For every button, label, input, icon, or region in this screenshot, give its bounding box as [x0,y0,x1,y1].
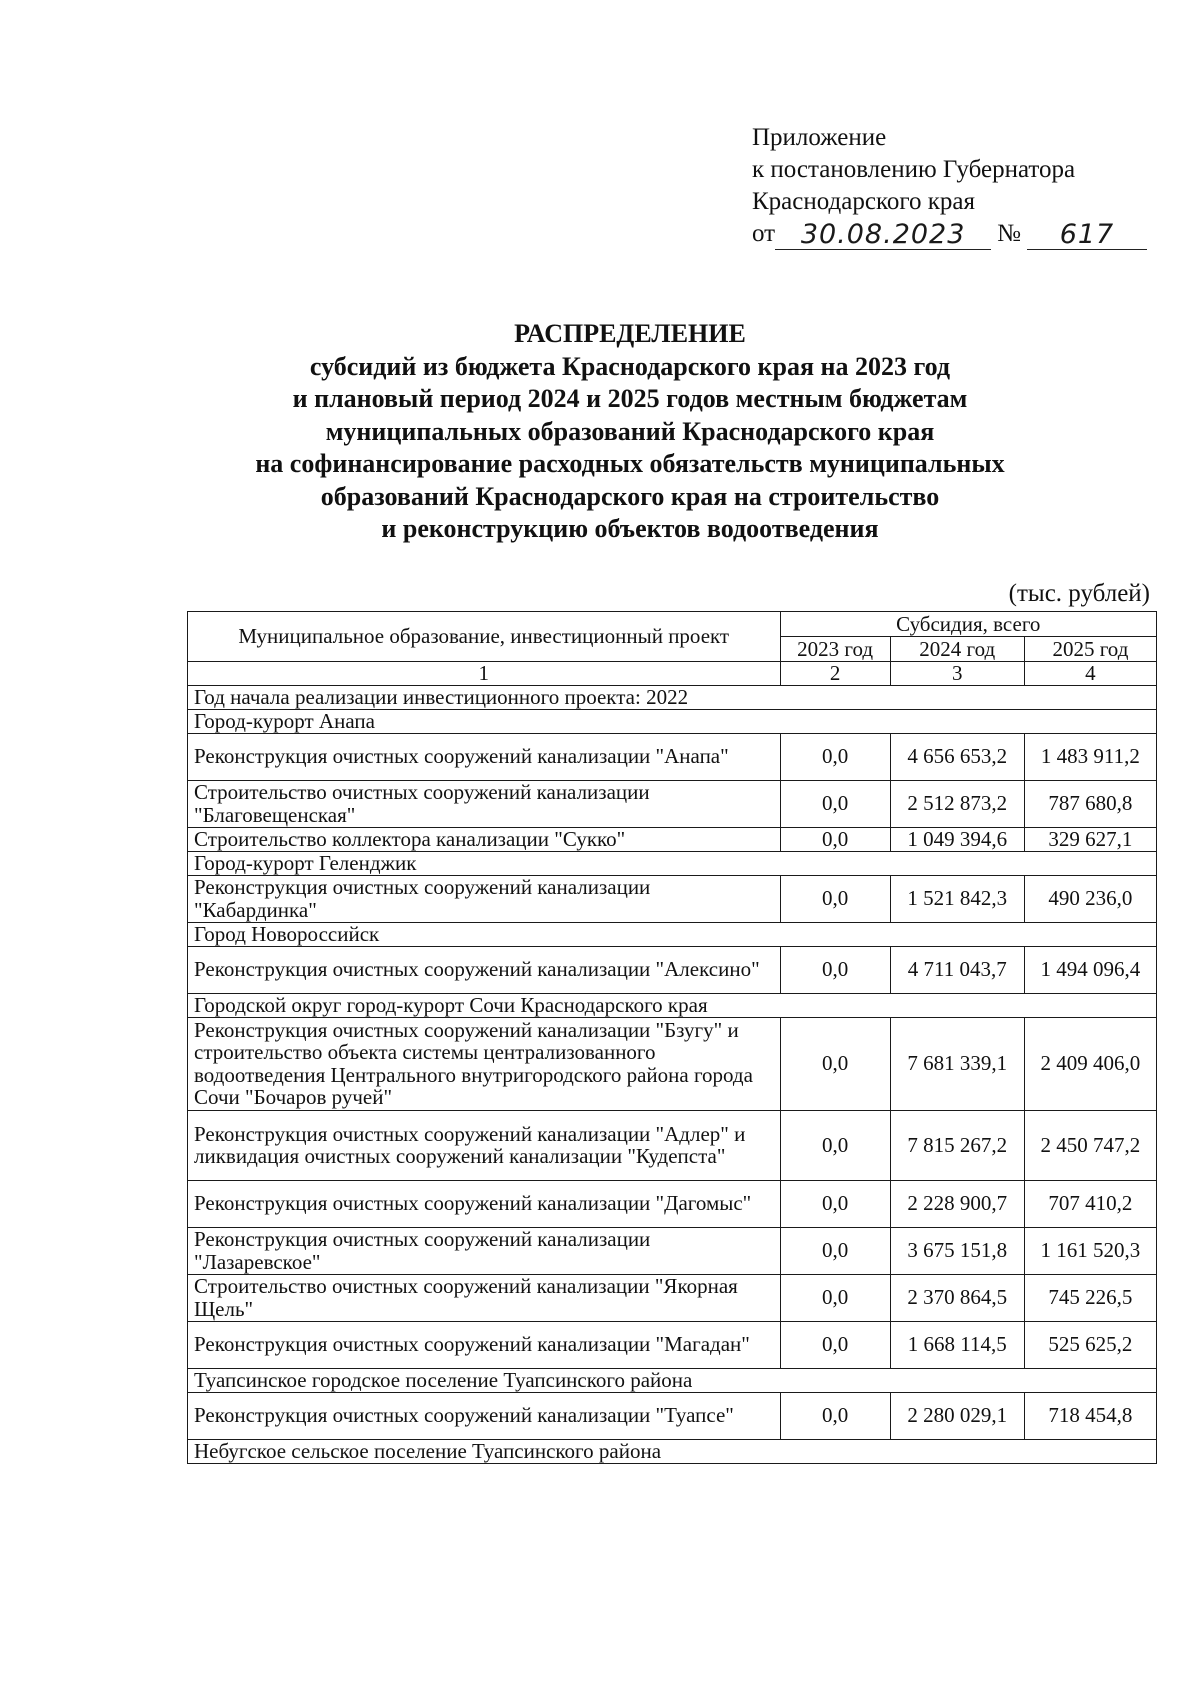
table-body [188,685,1157,1463]
project-name: Строительство коллектора канализации "Сукко" [188,827,781,851]
decree-number: 617 [1027,221,1147,250]
project-name: Реконструкция очистных сооружений канализации "Анапа" [188,733,781,780]
value-2023: 0,0 [780,1321,890,1368]
project-name: Реконструкция очистных сооружений канализации "Алексино" [188,946,781,993]
project-name: Реконструкция очистных сооружений канализации "Адлер" и ликвидация очистных сооружений канализации "Кудепста" [188,1110,781,1180]
value-2023: 0,0 [780,1017,890,1110]
project-name: Строительство очистных сооружений канализации "Благовещенская" [188,780,781,827]
table-row [188,1392,1157,1439]
appendix-block [752,122,1147,250]
section-label: Городской округ город-курорт Сочи Краснодарского края [188,993,1157,1017]
subsidy-table [187,611,1157,1464]
section-row [188,993,1157,1017]
table-row [188,1227,1157,1274]
project-name: Реконструкция очистных сооружений канализации "Дагомыс" [188,1180,781,1227]
section-label: Город Новороссийск [188,922,1157,946]
section-row [188,709,1157,733]
value-2023: 0,0 [780,875,890,922]
value-2025: 329 627,1 [1024,827,1156,851]
header-year-2024: 2024 год [890,637,1024,662]
project-name: Реконструкция очистных сооружений канализации "Бзугу" и строительство объекта системы централизованного водоотведения Центрального внутригородского района города Сочи "Бочаров ручей" [188,1017,781,1110]
from-label: от [752,220,776,247]
project-name: Реконструкция очистных сооружений канализации "Кабардинка" [188,875,781,922]
value-2023: 0,0 [780,733,890,780]
title-line: образований Краснодарского края на строительство [320,481,940,511]
section-label: Туапсинское городское поселение Туапсинского района [188,1368,1157,1392]
table-row [188,1110,1157,1180]
value-2025: 718 454,8 [1024,1392,1156,1439]
value-2023: 0,0 [780,827,890,851]
table-row [188,1321,1157,1368]
header-year-2025: 2025 год [1024,637,1156,662]
section-row [188,1368,1157,1392]
column-index: 4 [1024,662,1156,686]
value-2025: 787 680,8 [1024,780,1156,827]
table-row [188,875,1157,922]
section-label: Город-курорт Геленджик [188,851,1157,875]
table-row [188,1017,1157,1110]
value-2024: 1 521 842,3 [890,875,1024,922]
header-year-2023: 2023 год [780,637,890,662]
value-2025: 490 236,0 [1024,875,1156,922]
table-row [188,733,1157,780]
value-2025: 2 450 747,2 [1024,1110,1156,1180]
project-name: Строительство очистных сооружений канализации "Якорная Щель" [188,1274,781,1321]
column-index: 1 [188,662,781,686]
value-2025: 707 410,2 [1024,1180,1156,1227]
title-line: и плановый период 2024 и 2025 годов местным бюджетам [292,384,968,413]
value-2024: 3 675 151,8 [890,1227,1024,1274]
value-2024: 7 815 267,2 [890,1110,1024,1180]
value-2023: 0,0 [780,780,890,827]
column-index: 2 [780,662,890,686]
section-label: Год начала реализации инвестиционного проекта: 2022 [188,685,1157,709]
section-label: Небугское сельское поселение Туапсинского района [188,1439,1157,1463]
section-row [188,851,1157,875]
appendix-line-1: Приложение [752,124,887,151]
value-2025: 525 625,2 [1024,1321,1156,1368]
value-2024: 2 228 900,7 [890,1180,1024,1227]
value-2023: 0,0 [780,1180,890,1227]
table-row [188,1274,1157,1321]
table-row [188,1180,1157,1227]
column-index: 3 [890,662,1024,686]
value-2025: 1 494 096,4 [1024,946,1156,993]
value-2023: 0,0 [780,1274,890,1321]
value-2024: 1 049 394,6 [890,827,1024,851]
appendix-line-2: к постановлению Губернатора [752,156,1076,183]
title-line: муниципальных образований Краснодарского края [325,416,935,446]
value-2024: 1 668 114,5 [890,1321,1024,1368]
project-name: Реконструкция очистных сооружений канализации "Туапсе" [188,1392,781,1439]
table-row [188,946,1157,993]
section-row [188,685,1157,709]
value-2024: 4 711 043,7 [890,946,1024,993]
document-title [190,318,1070,546]
value-2024: 2 280 029,1 [890,1392,1024,1439]
value-2023: 0,0 [780,1110,890,1180]
value-2025: 745 226,5 [1024,1274,1156,1321]
value-2025: 2 409 406,0 [1024,1017,1156,1110]
table-row [188,780,1157,827]
title-line: и реконструкцию объектов водоотведения [381,514,879,543]
value-2024: 2 370 864,5 [890,1274,1024,1321]
header-municipality: Муниципальное образование, инвестиционный проект [188,612,781,662]
decree-date: 30.08.2023 [775,221,991,250]
decree-date-number-row [752,218,1147,250]
number-sign: № [997,220,1021,247]
value-2023: 0,0 [780,946,890,993]
units-label: (тыс. рублей) [1008,580,1150,607]
value-2025: 1 483 911,2 [1024,733,1156,780]
title-line: субсидий из бюджета Краснодарского края на 2023 год [309,351,951,381]
value-2024: 2 512 873,2 [890,780,1024,827]
title-line: на софинансирование расходных обязательств муниципальных [255,449,1005,478]
value-2023: 0,0 [780,1227,890,1274]
section-row [188,1439,1157,1463]
appendix-line-3: Краснодарского края [752,188,975,215]
title-heading: РАСПРЕДЕЛЕНИЕ [514,319,746,348]
project-name: Реконструкция очистных сооружений канализации "Лазаревское" [188,1227,781,1274]
section-row [188,922,1157,946]
header-subsidy-total: Субсидия, всего [780,612,1156,637]
table-row [188,827,1157,851]
value-2024: 4 656 653,2 [890,733,1024,780]
section-label: Город-курорт Анапа [188,709,1157,733]
value-2025: 1 161 520,3 [1024,1227,1156,1274]
value-2024: 7 681 339,1 [890,1017,1024,1110]
project-name: Реконструкция очистных сооружений канализации "Магадан" [188,1321,781,1368]
value-2023: 0,0 [780,1392,890,1439]
